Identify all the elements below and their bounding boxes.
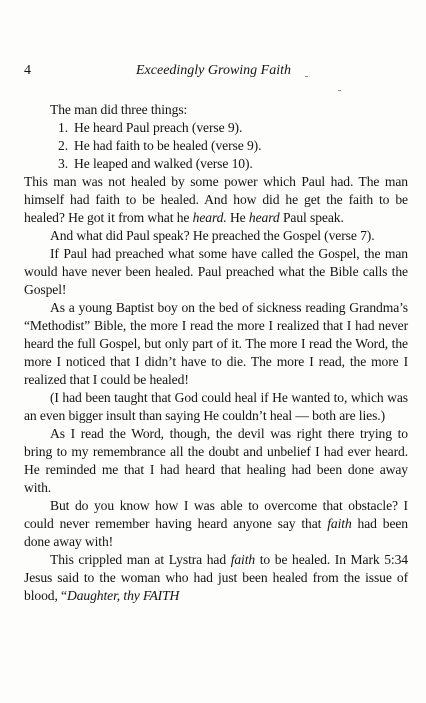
numbered-list (24, 119, 408, 173)
paragraph: As I read the Word, though, the devil was right there trying to bring to my remembrance all the doubt and unbelief I had ever heard. He reminded me that I had heard that healing had been done away with. (24, 426, 408, 495)
list-item: 3. He leaped and walked (verse 10). (58, 156, 253, 171)
paragraph: As a young Baptist boy on the bed of sickness reading Grandma’s “Methodist” Bible, the more I read the more I realized that I had never heard the full Gospel, but only part of it. The more I read the Word, the more I noticed that I didn’t have to die. The more I read, the more I realized that I could be healed! (24, 300, 408, 387)
print-speck (338, 90, 341, 91)
paragraph: (I had been taught that God could heal if He wanted to, which was an even bigger insult than saying He couldn’t heal — both are lies.) (24, 390, 408, 423)
paragraph: But do you know how I was able to overcome that obstacle? I could never remember having heard anyone say that faith had been done away with! (24, 498, 409, 549)
list-item: 1. He heard Paul preach (verse 9). (58, 120, 243, 135)
body-text (24, 101, 408, 605)
list-item: 2. He had faith to be healed (verse 9). (58, 138, 262, 153)
print-speck (305, 76, 308, 77)
page-number: 4 (24, 63, 31, 78)
intro-line: The man did three things: (50, 102, 188, 117)
paragraph: This crippled man at Lystra had faith to be healed. In Mark 5:34 Jesus said to the woman who had just been healed from the issue of blood, “Daughter, thy FAITH (24, 552, 408, 603)
paragraph: And what did Paul speak? He preached the Gospel (verse 7). (50, 228, 375, 243)
running-head: Exceedingly Growing Faith (136, 63, 291, 78)
paragraph: This man was not healed by some power which Paul had. The man himself had faith to be healed. And how did he get the faith to be healed? He got it from what he heard. He heard Paul speak. (24, 174, 408, 225)
paragraph: If Paul had preached what some have called the Gospel, the man would have never been healed. Paul preached what the Bible calls the Gospel! (24, 246, 408, 297)
